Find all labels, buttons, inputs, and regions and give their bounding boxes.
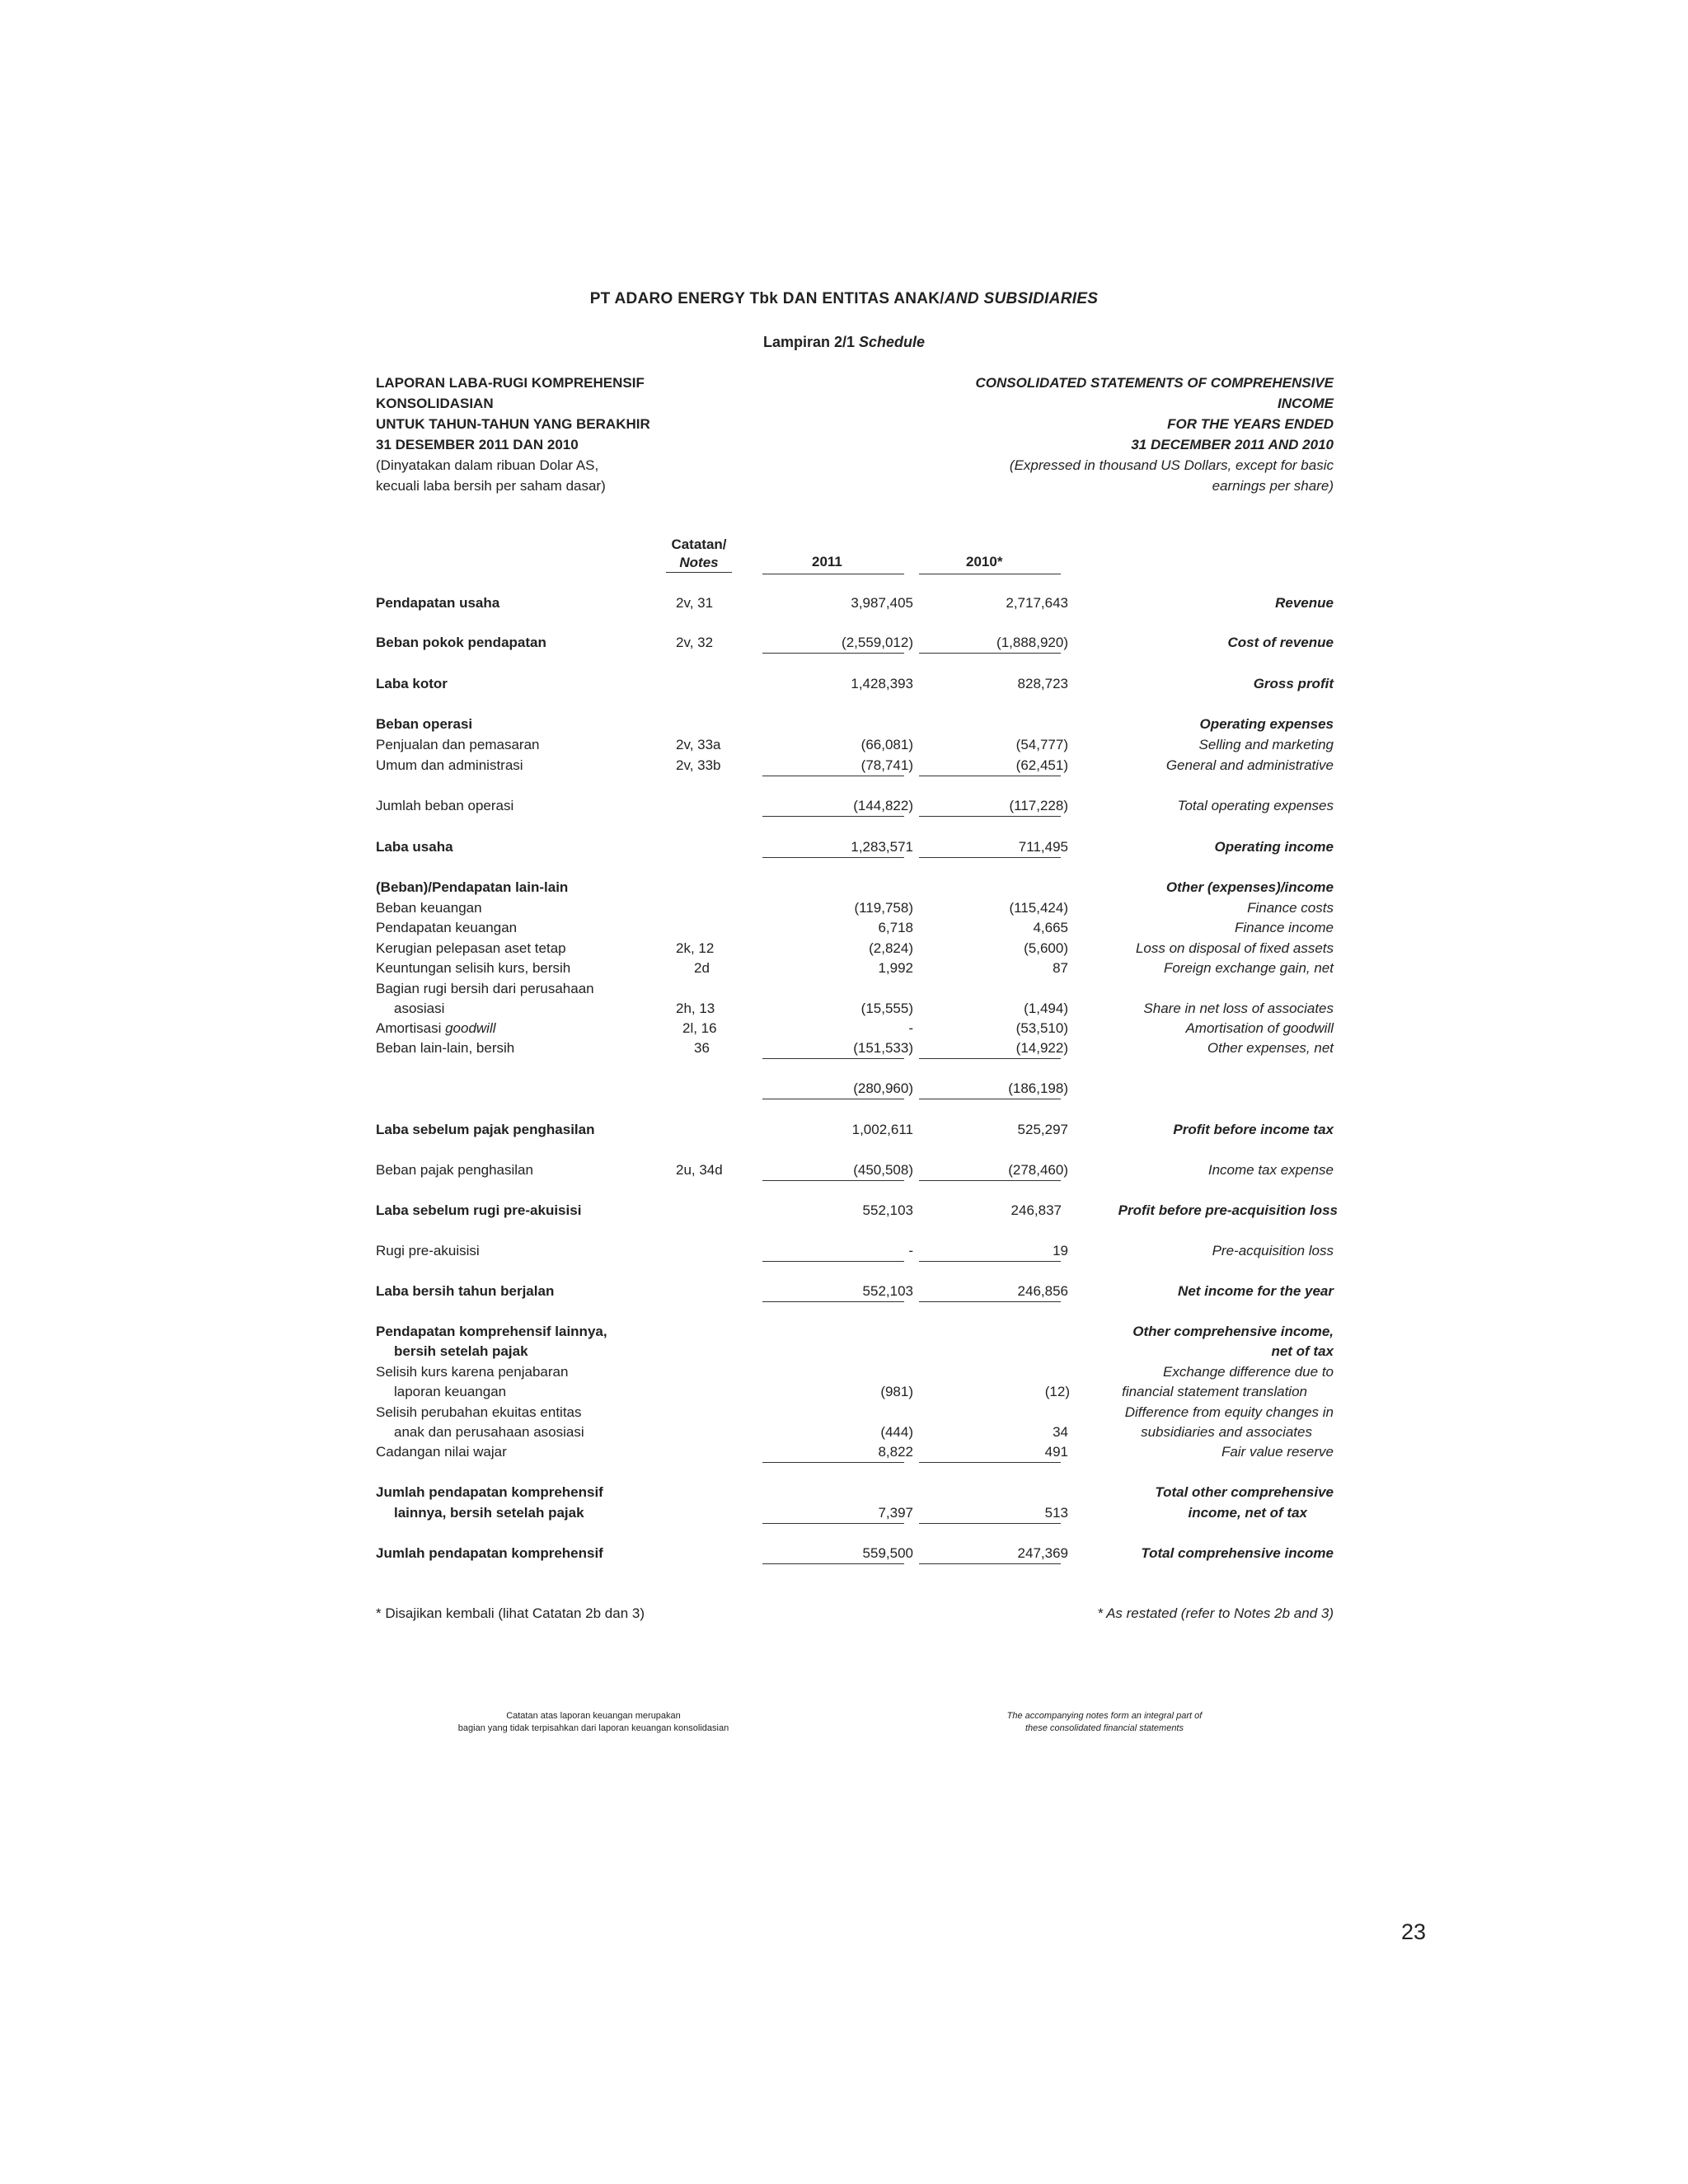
- row-label-en: Profit before income tax: [1173, 1122, 1334, 1137]
- value-2010: 513: [1044, 1505, 1068, 1521]
- row-label-en: Selling and marketing: [1198, 737, 1334, 752]
- indonesian-statement-title: LAPORAN LABA-RUGI KOMPREHENSIF KONSOLIDASIAN UNTUK TAHUN-TAHUN YANG BERAKHIR 31 DESEMBER 2011 DAN 2010 (Dinyatakan dalam ribuan Dolar AS, kecuali laba bersih per saham dasar): [376, 375, 650, 494]
- value-2010: (53,510): [1015, 1020, 1068, 1036]
- subtotal-underline: [919, 1058, 1061, 1059]
- subtotal-underline: [762, 816, 904, 817]
- row-label: Beban keuangan: [376, 900, 482, 916]
- row-label-en: Foreign exchange gain, net: [1163, 960, 1334, 976]
- subtotal-underline: [762, 1301, 904, 1302]
- row-label: Jumlah pendapatan komprehensif: [376, 1484, 603, 1500]
- row-label: Bagian rugi bersih dari perusahaan: [376, 981, 594, 996]
- subtotal-underline: [762, 1058, 904, 1059]
- row-label: Cadangan nilai wajar: [376, 1444, 507, 1460]
- value-2011: (15,555): [860, 1001, 913, 1016]
- row-note: 2v, 32: [676, 635, 714, 650]
- english-statement-title: CONSOLIDATED STATEMENTS OF COMPREHENSIVE INCOME FOR THE YEARS ENDED 31 DECEMBER 2011 AND 2010 (Expressed in thousand US Dollars, except for basic earnings per share): [975, 375, 1334, 494]
- subtotal-underline: [919, 653, 1061, 654]
- value-2010: (62,451): [1015, 757, 1068, 773]
- value-2010: 525,297: [1017, 1122, 1068, 1137]
- subtotal-underline: [762, 1261, 904, 1262]
- row-label: Umum dan administrasi: [376, 757, 523, 773]
- row-label-en: Gross profit: [1253, 676, 1334, 691]
- value-2010: (5,600): [1024, 940, 1068, 956]
- subtotal-underline: [919, 1261, 1061, 1262]
- value-2011: 7,397: [878, 1505, 913, 1521]
- value-2011: -: [908, 1020, 913, 1036]
- notes-column-header: Catatan/ Notes: [666, 536, 732, 573]
- value-2010: 4,665: [1033, 920, 1068, 935]
- row-label-en: Operating income: [1214, 839, 1334, 855]
- row-note: 2v, 33a: [676, 737, 721, 752]
- row-label: (Beban)/Pendapatan lain-lain: [376, 879, 569, 895]
- row-label-en: Amortisation of goodwill: [1185, 1020, 1334, 1036]
- row-label: asosiasi: [394, 1001, 445, 1016]
- row-label: Selisih kurs karena penjabaran: [376, 1364, 569, 1380]
- value-2011: (66,081): [860, 737, 913, 752]
- value-2011: 1,002,611: [851, 1122, 913, 1137]
- footnote-en: * As restated (refer to Notes 2b and 3): [1097, 1605, 1334, 1621]
- row-label-en: Finance costs: [1247, 900, 1334, 916]
- row-note: 36: [694, 1040, 710, 1056]
- total-underline: [919, 1563, 1061, 1564]
- row-label: Rugi pre-akuisisi: [376, 1243, 480, 1258]
- subtotal-underline: [919, 816, 1061, 817]
- value-2011: (144,822): [853, 798, 913, 813]
- value-2011: 552,103: [862, 1202, 913, 1218]
- value-2010: 491: [1044, 1444, 1068, 1460]
- row-note: 2k, 12: [676, 940, 715, 956]
- row-label: Laba kotor: [376, 676, 448, 691]
- value-2011: (280,960): [853, 1080, 913, 1096]
- row-label-en: financial statement translation: [1122, 1384, 1307, 1399]
- value-2010: 246,837: [1010, 1202, 1062, 1218]
- value-2011: 3,987,405: [851, 595, 913, 611]
- value-2011: (981): [880, 1384, 913, 1399]
- row-label: Laba bersih tahun berjalan: [376, 1283, 555, 1299]
- subtotal-underline: [762, 653, 904, 654]
- subtotal-underline: [762, 1462, 904, 1463]
- subtotal-underline: [919, 1301, 1061, 1302]
- total-underline: [762, 1563, 904, 1564]
- row-label: anak dan perusahaan asosiasi: [394, 1424, 584, 1440]
- value-2010: (278,460): [1008, 1162, 1068, 1178]
- year-2011-header: 2011: [812, 554, 842, 569]
- row-label-en: Exchange difference due to: [1163, 1364, 1334, 1380]
- value-2010: (117,228): [1009, 798, 1068, 813]
- subtotal-underline: [762, 1180, 904, 1181]
- company-title: PT ADARO ENERGY Tbk DAN ENTITAS ANAK/AND SUBSIDIARIES: [589, 290, 1099, 307]
- value-2010: 711,495: [1018, 839, 1068, 855]
- row-label: Laba sebelum rugi pre-akuisisi: [376, 1202, 582, 1218]
- row-label-en: Total comprehensive income: [1141, 1545, 1334, 1561]
- value-2011: (444): [880, 1424, 913, 1440]
- row-label: Jumlah pendapatan komprehensif: [376, 1545, 603, 1561]
- row-label: Selisih perubahan ekuitas entitas: [376, 1404, 582, 1420]
- row-label-en: Other (expenses)/income: [1165, 879, 1334, 895]
- value-2010: 34: [1053, 1424, 1068, 1440]
- row-label-en: Income tax expense: [1207, 1162, 1334, 1178]
- bottom-note-en: The accompanying notes form an integral part of these consolidated financial statements: [1006, 1711, 1203, 1733]
- row-label: lainnya, bersih setelah pajak: [394, 1505, 584, 1521]
- subtotal-underline: [919, 1523, 1061, 1524]
- value-2010: (1,888,920): [996, 635, 1068, 650]
- footnote-id: * Disajikan kembali (lihat Catatan 2b dan 3): [376, 1605, 645, 1621]
- value-2011: (119,758): [854, 900, 913, 916]
- row-label-en: Share in net loss of associates: [1143, 1001, 1334, 1016]
- row-label: Penjualan dan pemasaran: [376, 737, 540, 752]
- schedule-label: Lampiran 2/1 Schedule: [762, 334, 926, 350]
- value-2010: 2,717,643: [1006, 595, 1068, 611]
- subtotal-underline: [762, 857, 904, 858]
- row-label-en: subsidiaries and associates: [1141, 1424, 1312, 1440]
- value-2011: 552,103: [862, 1283, 913, 1299]
- row-note: 2u, 34d: [676, 1162, 723, 1178]
- row-label: Laba usaha: [376, 839, 453, 855]
- row-label-en: Total operating expenses: [1177, 798, 1334, 813]
- row-label: laporan keuangan: [394, 1384, 507, 1399]
- row-label-en: Operating expenses: [1199, 716, 1334, 732]
- value-2010: (186,198): [1008, 1080, 1068, 1096]
- year-2010-header: 2010*: [966, 554, 1003, 569]
- row-label: bersih setelah pajak: [394, 1343, 528, 1359]
- row-note: 2d: [694, 960, 710, 976]
- value-2011: (2,824): [869, 940, 913, 956]
- row-label: Pendapatan keuangan: [376, 920, 518, 935]
- value-2011: -: [908, 1243, 913, 1258]
- row-note: 2v, 33b: [676, 757, 721, 773]
- value-2010: (54,777): [1015, 737, 1068, 752]
- row-label-en: Loss on disposal of fixed assets: [1135, 940, 1334, 956]
- value-2011: (450,508): [853, 1162, 913, 1178]
- value-2010: (12): [1044, 1384, 1070, 1399]
- subtotal-underline: [919, 1462, 1061, 1463]
- row-label: Jumlah beban operasi: [376, 798, 514, 813]
- value-2010: 247,369: [1017, 1545, 1068, 1561]
- row-note: 2l, 16: [682, 1020, 717, 1036]
- value-2011: 1,992: [878, 960, 913, 976]
- row-label: Amortisasi goodwill: [376, 1020, 496, 1036]
- row-label: Beban lain-lain, bersih: [376, 1040, 515, 1056]
- row-note: 2h, 13: [676, 1001, 715, 1016]
- row-label-en: Difference from equity changes in: [1124, 1404, 1334, 1420]
- value-2010: 828,723: [1017, 676, 1068, 691]
- row-label: Pendapatan usaha: [376, 595, 500, 611]
- row-label-en: Profit before pre-acquisition loss: [1118, 1202, 1338, 1218]
- row-label-en: General and administrative: [1165, 757, 1334, 773]
- row-label-en: Revenue: [1275, 595, 1334, 611]
- row-label: Keuntungan selisih kurs, bersih: [376, 960, 571, 976]
- subtotal-underline: [919, 857, 1061, 858]
- row-label-en: Fair value reserve: [1221, 1444, 1334, 1460]
- row-label-en: Total other comprehensive: [1155, 1484, 1334, 1500]
- value-2011: 1,428,393: [851, 676, 913, 691]
- row-note: 2v, 31: [676, 595, 714, 611]
- row-label: Pendapatan komprehensif lainnya,: [376, 1324, 607, 1339]
- row-label: Beban operasi: [376, 716, 473, 732]
- page-number: 23: [1401, 1919, 1427, 1944]
- value-2010: (1,494): [1024, 1001, 1068, 1016]
- value-2011: (78,741): [860, 757, 913, 773]
- subtotal-underline: [919, 1180, 1061, 1181]
- value-2011: (151,533): [853, 1040, 913, 1056]
- value-2011: 6,718: [878, 920, 913, 935]
- row-label-en: Pre-acquisition loss: [1212, 1243, 1334, 1258]
- row-label-en: Cost of revenue: [1227, 635, 1334, 650]
- row-label-en: Finance income: [1234, 920, 1334, 935]
- value-2011: 1,283,571: [851, 839, 913, 855]
- value-2010: (14,922): [1015, 1040, 1068, 1056]
- row-label: Laba sebelum pajak penghasilan: [376, 1122, 595, 1137]
- row-label-en: net of tax: [1271, 1343, 1334, 1359]
- row-label: Beban pajak penghasilan: [376, 1162, 533, 1178]
- subtotal-underline: [762, 1523, 904, 1524]
- row-label-en: Other expenses, net: [1207, 1040, 1334, 1056]
- value-2010: 87: [1053, 960, 1068, 976]
- value-2011: 8,822: [878, 1444, 913, 1460]
- row-label-en: Other comprehensive income,: [1132, 1324, 1334, 1339]
- bottom-note-id: Catatan atas laporan keuangan merupakan bagian yang tidak terpisahkan dari laporan keuangan konsolidasian: [457, 1711, 729, 1733]
- value-2011: (2,559,012): [842, 635, 913, 650]
- row-label: Kerugian pelepasan aset tetap: [376, 940, 566, 956]
- row-label: Beban pokok pendapatan: [376, 635, 546, 650]
- value-2010: 246,856: [1017, 1283, 1068, 1299]
- row-label-en: Net income for the year: [1178, 1283, 1334, 1299]
- value-2010: (115,424): [1009, 900, 1068, 916]
- row-label-en: income, net of tax: [1188, 1505, 1307, 1521]
- value-2011: 559,500: [862, 1545, 913, 1561]
- value-2010: 19: [1053, 1243, 1068, 1258]
